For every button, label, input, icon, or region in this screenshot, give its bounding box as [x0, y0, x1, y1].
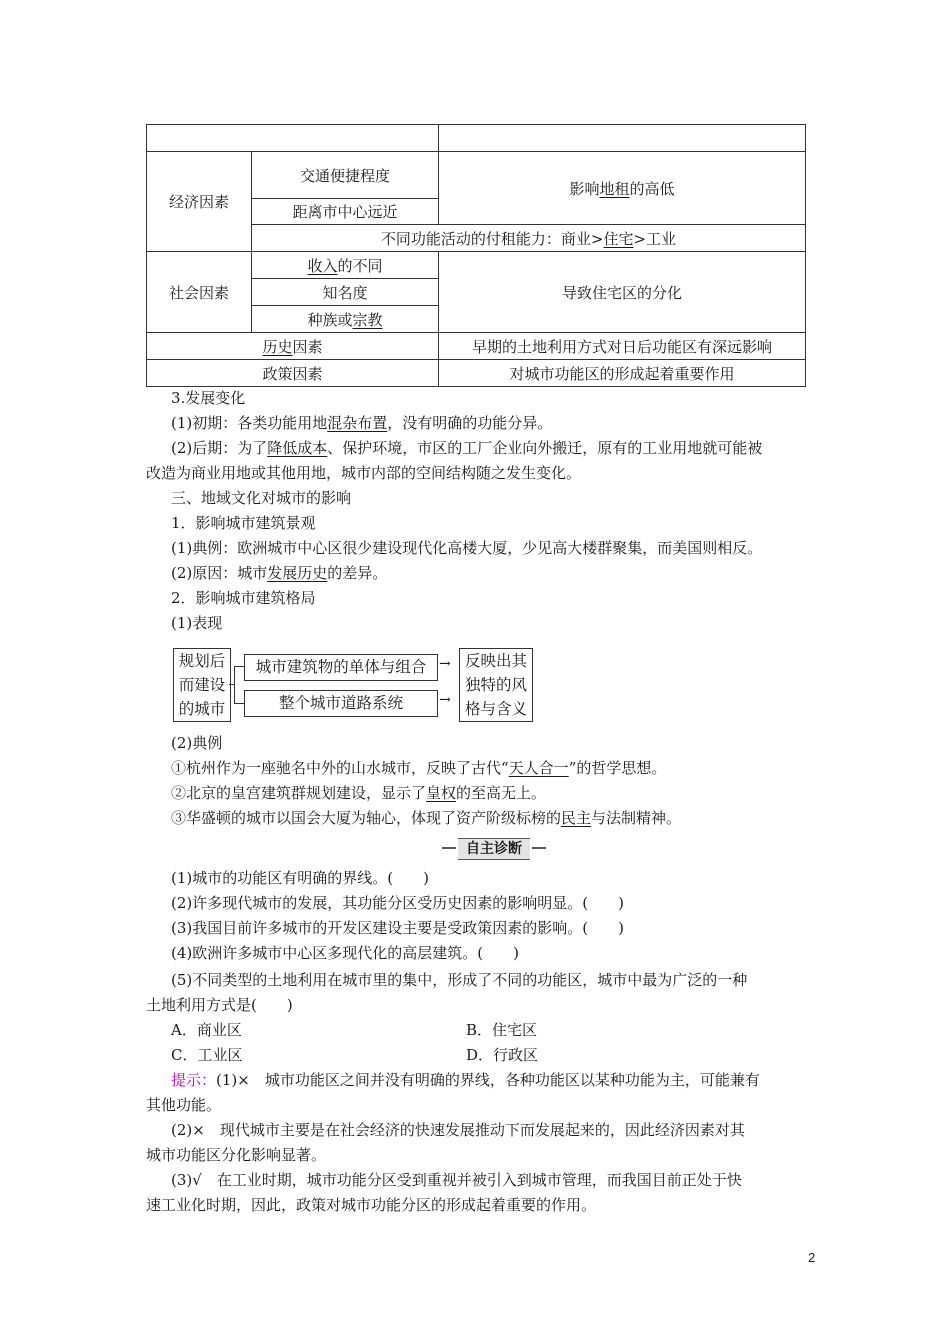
diagram-mid-box-2: 整个城市道路系统	[244, 690, 438, 717]
question-5-cont: 土地利用方式是( )	[146, 996, 293, 1014]
option-c: C．工业区	[171, 1046, 243, 1064]
badge-decoration	[532, 847, 546, 849]
social-sub-fame: 知名度	[252, 279, 439, 306]
table-empty-cell	[147, 125, 439, 152]
badge-decoration	[442, 847, 456, 849]
part3-h2-p2: (2)典例	[171, 734, 223, 752]
policy-effect: 对城市功能区的形成起着重要作用	[439, 360, 806, 387]
part3-h1: 1．影响城市建筑景观	[171, 514, 316, 532]
hint-1-cont: 其他功能。	[146, 1096, 222, 1114]
sec3-p1: (1)初期：各类功能用地混杂布置，没有明确的功能分异。	[171, 414, 553, 432]
diagram-connector	[234, 703, 244, 704]
example-1: ①杭州作为一座驰名中外的山水城市，反映了古代“天人合一”的哲学思想。	[171, 759, 667, 777]
diagram-bracket	[234, 666, 235, 703]
part3-h1-p2: (2)原因：城市发展历史的差异。	[171, 564, 388, 582]
diagnosis-badge-label: 自主诊断	[458, 838, 530, 860]
social-sub-income: 收入的不同	[252, 252, 439, 279]
diagram-arrow: →	[439, 656, 451, 672]
sec3-title: 3.发展变化	[171, 389, 246, 407]
diagram-connector	[234, 666, 244, 667]
social-sub-religion: 种族或宗教	[252, 306, 439, 333]
diagram-mid-box-1: 城市建筑物的单体与组合	[244, 654, 438, 681]
option-d: D．行政区	[466, 1046, 539, 1064]
question-1: (1)城市的功能区有明确的界线。( )	[171, 869, 429, 887]
hint-label: 提示：	[171, 1071, 217, 1089]
diagnosis-badge	[442, 838, 546, 858]
diagram-right-box	[459, 648, 533, 722]
question-5: (5)不同类型的土地利用在城市里的集中，形成了不同的功能区，城市中最为广泛的一种	[171, 971, 748, 989]
part3-h2-p1: (1)表现	[171, 614, 223, 632]
econ-sub-transport: 交通便捷程度	[252, 152, 439, 199]
diagram-left-line: 规划后	[178, 652, 226, 670]
history-factor-label: 历史因素	[147, 333, 439, 360]
hint-2: (2)× 现代城市主要是在社会经济的快速发展推动下而发展起来的，因此经济因素对其	[171, 1121, 745, 1139]
sec3-p2-cont: 改造为商业用地或其他用地，城市内部的空间结构随之发生变化。	[146, 464, 582, 482]
diagram-left-box	[173, 648, 231, 722]
part3-h2: 2．影响城市建筑格局	[171, 589, 316, 607]
diagram-left-line: 而建设	[178, 676, 226, 694]
econ-effect: 影响地租的高低	[439, 152, 806, 225]
hint-1: 提示：(1)× 城市功能区之间并没有明确的界线，各种功能区以某种功能为主，可能兼有	[171, 1071, 760, 1089]
diagram-right-line: 独特的风	[464, 676, 527, 694]
hint-2-cont: 城市功能区分化影响显著。	[146, 1146, 327, 1164]
option-a: A．商业区	[171, 1021, 242, 1039]
part3-h1-p1: (1)典例：欧洲城市中心区很少建设现代化高楼大厦，少见高大楼群聚集，而美国则相反。	[171, 539, 763, 557]
factors-table	[146, 124, 806, 387]
example-3: ③华盛顿的城市以国会大厦为轴心，体现了资产阶级标榜的民主与法制精神。	[171, 809, 682, 827]
rent-ability-row: 不同功能活动的付租能力：商业>住宅>工业	[252, 225, 806, 252]
diagram-right-line: 反映出其	[464, 652, 527, 670]
social-effect: 导致住宅区的分化	[439, 252, 806, 333]
social-factor-label: 社会因素	[147, 252, 252, 333]
option-b: B．住宅区	[466, 1021, 538, 1039]
diagram-arrow: →	[439, 692, 451, 708]
question-2: (2)许多现代城市的发展，其功能分区受历史因素的影响明显。( )	[171, 894, 624, 912]
table-empty-cell	[439, 125, 806, 152]
diagram-connector	[229, 684, 234, 685]
diagram-left-line: 的城市	[178, 700, 226, 718]
policy-factor-label: 政策因素	[147, 360, 439, 387]
example-2: ②北京的皇宫建筑群规划建设，显示了皇权的至高无上。	[171, 784, 547, 802]
question-4: (4)欧洲许多城市中心区多现代化的高层建筑。( )	[171, 944, 519, 962]
question-3: (3)我国目前许多城市的开发区建设主要是受政策因素的影响。( )	[171, 919, 624, 937]
hint-3: (3)√ 在工业时期，城市功能分区受到重视并被引入到城市管理，而我国目前正处于快	[171, 1171, 742, 1189]
econ-factor-label: 经济因素	[147, 152, 252, 252]
part3-title: 三、地域文化对城市的影响	[171, 489, 352, 507]
page-number: 2	[808, 1250, 816, 1265]
hint-3-cont: 速工业化时期，因此，政策对城市功能分区的形成起着重要的作用。	[146, 1196, 597, 1214]
history-effect: 早期的土地利用方式对日后功能区有深远影响	[439, 333, 806, 360]
diagram-right-line: 格与含义	[464, 700, 527, 718]
sec3-p2: (2)后期：为了降低成本、保护环境，市区的工厂企业向外搬迁，原有的工业用地就可能被	[171, 439, 763, 457]
econ-sub-distance: 距离市中心远近	[252, 199, 439, 225]
